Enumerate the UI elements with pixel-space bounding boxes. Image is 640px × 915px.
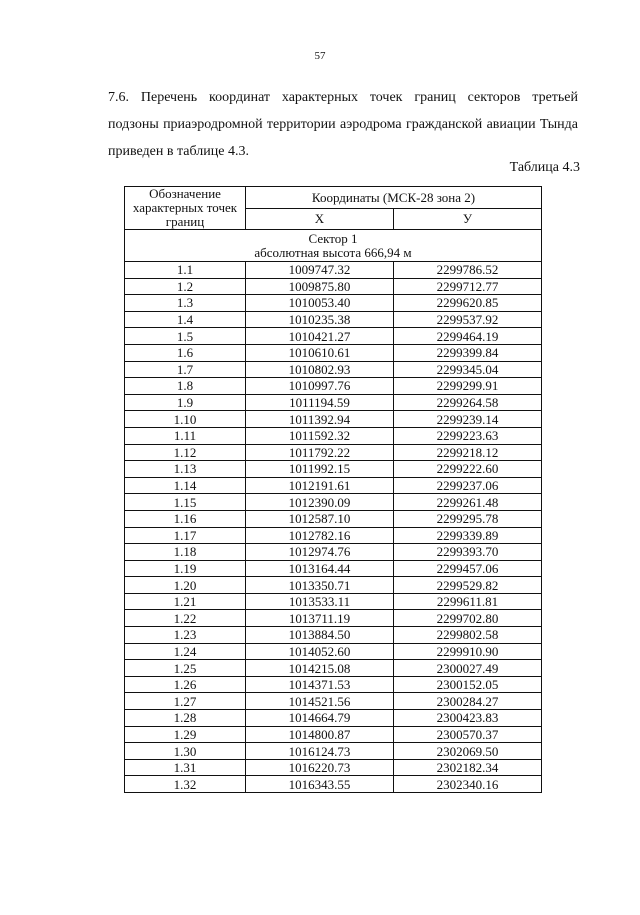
designation-header: Обозначение характерных точек границ	[125, 187, 246, 230]
y-cell: 2299264.58	[394, 394, 542, 411]
y-cell: 2299611.81	[394, 593, 542, 610]
table-row	[125, 295, 542, 312]
y-cell: 2299910.90	[394, 643, 542, 660]
y-cell: 2299702.80	[394, 610, 542, 627]
table-row	[125, 759, 542, 776]
point-cell: 1.16	[125, 510, 246, 527]
table-row	[125, 710, 542, 727]
y-cell: 2299457.06	[394, 560, 542, 577]
paragraph-line: 7.6. Перечень координат характерных точек границ секторов третьей	[108, 90, 578, 105]
x-cell: 1013350.71	[246, 577, 394, 594]
y-cell: 2299237.06	[394, 477, 542, 494]
table-row	[125, 411, 542, 428]
point-cell: 1.25	[125, 660, 246, 677]
table-row	[125, 693, 542, 710]
sector-title: Сектор 1	[308, 230, 358, 246]
table-row	[125, 444, 542, 461]
x-cell: 1012390.09	[246, 494, 394, 511]
y-cell: 2299399.84	[394, 344, 542, 361]
x-cell: 1010997.76	[246, 378, 394, 395]
point-cell: 1.17	[125, 527, 246, 544]
point-cell: 1.23	[125, 627, 246, 644]
x-cell: 1013164.44	[246, 560, 394, 577]
table-row	[125, 361, 542, 378]
point-cell: 1.9	[125, 394, 246, 411]
coordinates-header: Координаты (МСК-28 зона 2)	[246, 187, 542, 209]
table-row	[125, 278, 542, 295]
coordinates-table	[124, 186, 542, 793]
x-cell: 1010421.27	[246, 328, 394, 345]
point-cell: 1.26	[125, 676, 246, 693]
table-row	[125, 726, 542, 743]
x-cell: 1014215.08	[246, 660, 394, 677]
y-cell: 2300027.49	[394, 660, 542, 677]
x-cell: 1010235.38	[246, 311, 394, 328]
y-cell: 2299222.60	[394, 461, 542, 478]
intro-paragraph	[108, 84, 578, 165]
table-row	[125, 544, 542, 561]
y-cell: 2299712.77	[394, 278, 542, 295]
x-cell: 1014052.60	[246, 643, 394, 660]
y-cell: 2299786.52	[394, 262, 542, 279]
x-cell: 1011592.32	[246, 427, 394, 444]
y-cell: 2299393.70	[394, 544, 542, 561]
point-cell: 1.19	[125, 560, 246, 577]
paragraph-line: подзоны приаэродромной территории аэродрома гражданской авиации Тында	[108, 117, 578, 132]
point-cell: 1.31	[125, 759, 246, 776]
y-cell: 2299218.12	[394, 444, 542, 461]
y-cell: 2299529.82	[394, 577, 542, 594]
y-cell: 2302182.34	[394, 759, 542, 776]
y-cell: 2299239.14	[394, 411, 542, 428]
point-cell: 1.24	[125, 643, 246, 660]
x-cell: 1014521.56	[246, 693, 394, 710]
y-cell: 2302069.50	[394, 743, 542, 760]
x-cell: 1014371.53	[246, 676, 394, 693]
table-row	[125, 593, 542, 610]
y-cell: 2300570.37	[394, 726, 542, 743]
x-cell: 1013533.11	[246, 593, 394, 610]
y-cell: 2299223.63	[394, 427, 542, 444]
table-row	[125, 494, 542, 511]
point-cell: 1.1	[125, 262, 246, 279]
y-cell: 2299620.85	[394, 295, 542, 312]
point-cell: 1.2	[125, 278, 246, 295]
x-cell: 1010610.61	[246, 344, 394, 361]
y-cell: 2300423.83	[394, 710, 542, 727]
table-row	[125, 461, 542, 478]
table-row	[125, 776, 542, 793]
point-cell: 1.8	[125, 378, 246, 395]
x-cell: 1016220.73	[246, 759, 394, 776]
table-row	[125, 477, 542, 494]
point-cell: 1.7	[125, 361, 246, 378]
x-cell: 1012974.76	[246, 544, 394, 561]
x-cell: 1011992.15	[246, 461, 394, 478]
x-cell: 1016343.55	[246, 776, 394, 793]
table-row	[125, 378, 542, 395]
table-row	[125, 660, 542, 677]
table-row	[125, 427, 542, 444]
y-cell: 2299295.78	[394, 510, 542, 527]
x-cell: 1010802.93	[246, 361, 394, 378]
x-cell: 1010053.40	[246, 295, 394, 312]
y-cell: 2299345.04	[394, 361, 542, 378]
table-row	[125, 344, 542, 361]
y-cell: 2302340.16	[394, 776, 542, 793]
x-cell: 1012782.16	[246, 527, 394, 544]
point-cell: 1.3	[125, 295, 246, 312]
x-cell: 1011392.94	[246, 411, 394, 428]
y-cell: 2299339.89	[394, 527, 542, 544]
y-header: У	[394, 208, 542, 230]
point-cell: 1.27	[125, 693, 246, 710]
x-cell: 1013711.19	[246, 610, 394, 627]
x-cell: 1014664.79	[246, 710, 394, 727]
point-cell: 1.11	[125, 427, 246, 444]
point-cell: 1.13	[125, 461, 246, 478]
table-row	[125, 328, 542, 345]
table-row	[125, 610, 542, 627]
y-cell: 2300152.05	[394, 676, 542, 693]
table-caption: Таблица 4.3	[509, 160, 580, 175]
y-cell: 2299537.92	[394, 311, 542, 328]
point-cell: 1.20	[125, 577, 246, 594]
table-row	[125, 560, 542, 577]
table-row	[125, 676, 542, 693]
point-cell: 1.12	[125, 444, 246, 461]
point-cell: 1.29	[125, 726, 246, 743]
table-row	[125, 743, 542, 760]
y-cell: 2299261.48	[394, 494, 542, 511]
y-cell: 2300284.27	[394, 693, 542, 710]
point-cell: 1.10	[125, 411, 246, 428]
point-cell: 1.6	[125, 344, 246, 361]
x-header: X	[246, 208, 394, 230]
table-row	[125, 577, 542, 594]
table-row	[125, 262, 542, 279]
x-cell: 1012191.61	[246, 477, 394, 494]
table-row	[125, 510, 542, 527]
point-cell: 1.15	[125, 494, 246, 511]
x-cell: 1012587.10	[246, 510, 394, 527]
sector-heading	[125, 230, 542, 262]
table-row	[125, 643, 542, 660]
table-row	[125, 394, 542, 411]
point-cell: 1.28	[125, 710, 246, 727]
point-cell: 1.18	[125, 544, 246, 561]
table-row	[125, 627, 542, 644]
paragraph-line: приведен в таблице 4.3.	[108, 144, 249, 159]
x-cell: 1011792.22	[246, 444, 394, 461]
x-cell: 1011194.59	[246, 394, 394, 411]
point-cell: 1.21	[125, 593, 246, 610]
y-cell: 2299299.91	[394, 378, 542, 395]
x-cell: 1014800.87	[246, 726, 394, 743]
table-row	[125, 311, 542, 328]
x-cell: 1009875.80	[246, 278, 394, 295]
y-cell: 2299464.19	[394, 328, 542, 345]
point-cell: 1.22	[125, 610, 246, 627]
point-cell: 1.14	[125, 477, 246, 494]
y-cell: 2299802.58	[394, 627, 542, 644]
sector-altitude: абсолютная высота 666,94 м	[254, 244, 412, 260]
x-cell: 1009747.32	[246, 262, 394, 279]
point-cell: 1.4	[125, 311, 246, 328]
point-cell: 1.30	[125, 743, 246, 760]
table-row	[125, 527, 542, 544]
x-cell: 1013884.50	[246, 627, 394, 644]
page-number: 57	[314, 50, 326, 62]
point-cell: 1.32	[125, 776, 246, 793]
point-cell: 1.5	[125, 328, 246, 345]
x-cell: 1016124.73	[246, 743, 394, 760]
